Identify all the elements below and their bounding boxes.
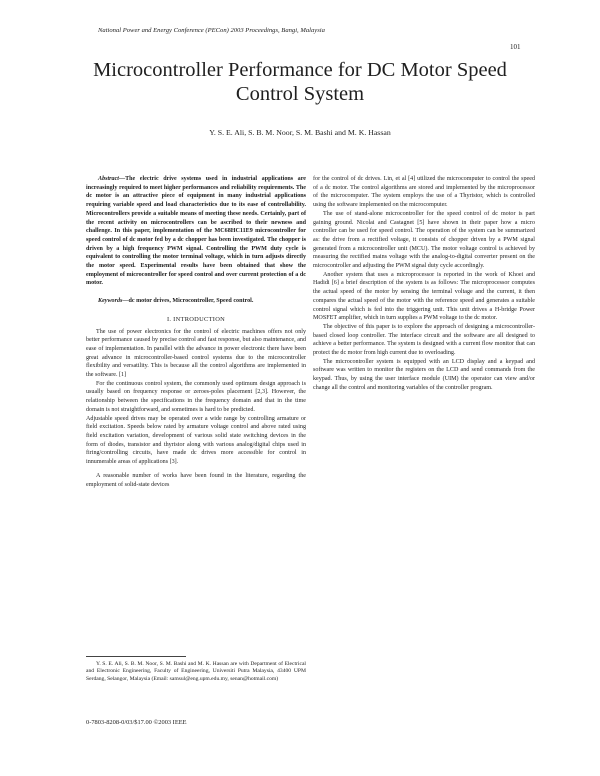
intro-paragraph-1: The use of power electronics for the control of electric machines offers not only better performance caused by precise control and fast response, but also maintenance, and ease of implementation. In parallel with the advance in power electronic there have been great advance in microcontroller-based control systems due to the microcontroller flexibility and versatility. This is because all the control algorithms are implemented in the software. [1]	[86, 328, 306, 379]
author-list: Y. S. E. Ali, S. B. M. Noor, S. M. Bashi and M. K. Hassan	[209, 128, 391, 137]
keywords-text: —dc motor drives, Microcontroller, Speed control.	[122, 298, 254, 305]
right-column	[313, 175, 535, 393]
section-heading-introduction: I. INTRODUCTION	[166, 315, 226, 323]
author-affiliation-footnote: Y. S. E. Ali, S. B. M. Noor, S. M. Bashi and M. K. Hassan are with Department of Electrical and Electronic Engineering, Faculty of Engineering, Universiti Putra Malaysia, 43400 UPM Serdang, Selangor, Malaysia (Email: samsul@eng.upm.edu.my, senan@hotmail.com)	[86, 661, 306, 682]
intro-paragraph-3: Adjustable speed drives may be operated over a wide range by controlling armature or field excitation. Speeds below rated by armature voltage control and above rated using field excitation variation, development of various solid state switching devices in the form of diodes, transistor and thyristor along with various analog/digital chips used in firing/controlling circuits, have made dc drives more accessible for control in innumerable areas of applications [3].	[86, 415, 306, 466]
right-paragraph-5: The microcontroller system is equipped with an LCD display and a keypad and software was written to monitor the registers on the LCD and send commands from the keypad. Thus, by using the user interface module (UIM) the operator can view and/or change all the control and monitoring variables of the controller program.	[313, 358, 535, 391]
conference-header: National Power and Energy Conference (PECon) 2003 Proceedings, Bangi, Malaysia	[98, 27, 325, 34]
paper-title	[60, 58, 540, 106]
right-paragraph-3: Another system that uses a microprocessor is reported in the work of Khoei and Hadidi [6] a brief description of the system is as follows: The microprocessor computes the actual speed of the motor by sensing the terminal voltage and the current, it then compares the actual speed of the motor with the reference speed and generates a suitable control signal which is fed into the triggering unit. This unit drives a H-bridge Power MOSFET amplifier, which in turn supplies a PWM voltage to the dc motor.	[313, 271, 535, 322]
right-paragraph-1: for the control of dc drives. Lin, et al [4] utilized the microcomputer to control the speed of a dc motor. The control algorithms are stored and implemented by the microprocessor of the microcomputer. The system employs the use of a Thyristor, which is controlled using the software implemented on the microcomputer.	[313, 176, 535, 209]
keywords-lead: Keywords	[98, 298, 123, 305]
title-line-1: Microcontroller Performance for DC Motor Speed	[93, 59, 507, 81]
left-column	[86, 175, 306, 489]
intro-paragraph-4: A reasonable number of works have been found in the literature, regarding the employment of solid-state devices	[86, 472, 306, 488]
page-number: 101	[510, 43, 521, 51]
footnote-rule	[86, 656, 186, 657]
intro-paragraph-2: For the continuous control system, the commonly used optimum design approach is usually based on frequency response or zeroes-poles placement [2,3]. However, the relationship between the specifications in the frequency domain and that in the time domain is not straightforward, and sometimes is hard to be predicted.	[86, 380, 306, 413]
right-paragraph-2: The use of stand-alone microcontroller for the speed control of dc motor is part gaining ground. Nicolai and Castagnet [5] have shown in their paper how a micro controller can be used for speed control. The operation of the system can be summarized as: the drive from a rectified voltage, it consists of chopper driven by a PWM signal generated from a microcontroller unit (MCU). The motor voltage control is achieved by measuring the rectified mains voltage with the analog-to-digital converter present on the microcontroller and adjusting the PWM signal duty cycle accordingly.	[313, 210, 535, 270]
title-line-2: Control System	[235, 83, 365, 105]
copyright-line: 0-7803-8208-0/03/$17.00 ©2003 IEEE	[86, 719, 187, 726]
abstract-text: —The electric drive systems used in industrial applications are increasingly required to meet higher performances and reliability requirements. The dc motor is an attractive piece of equipment in many industrial applications requiring variable speed and load characteristics due to its ease of controllability. Microcontrollers provide a suitable means of meeting these needs. Certainly, part of the recent activity on microcontrollers can be ascribed to their newness and challenge. In this paper, implementation of the MC68HC11E9 microcontroller for speed control of dc motor fed by a dc chopper has been investigated. The chopper is driven by a high frequency PWM signal. Controlling the PWM duty cycle is equivalent to controlling the motor terminal voltage, which in turn adjusts directly the motor speed. Experimental results have been obtained that show the employment of microcontroller for speed control and over current protection of a dc motor.	[86, 176, 306, 287]
abstract-lead: Abstract	[98, 176, 119, 182]
keywords	[86, 297, 306, 306]
right-paragraph-4: The objective of this paper is to explore the approach of designing a microcontroller-based closed loop controller. The interface circuit and the software are all designed to achieve a better performance. The system is designed with a current flow monitor that can protect the dc motor from high current due to overloading.	[313, 323, 535, 357]
abstract	[86, 175, 306, 288]
